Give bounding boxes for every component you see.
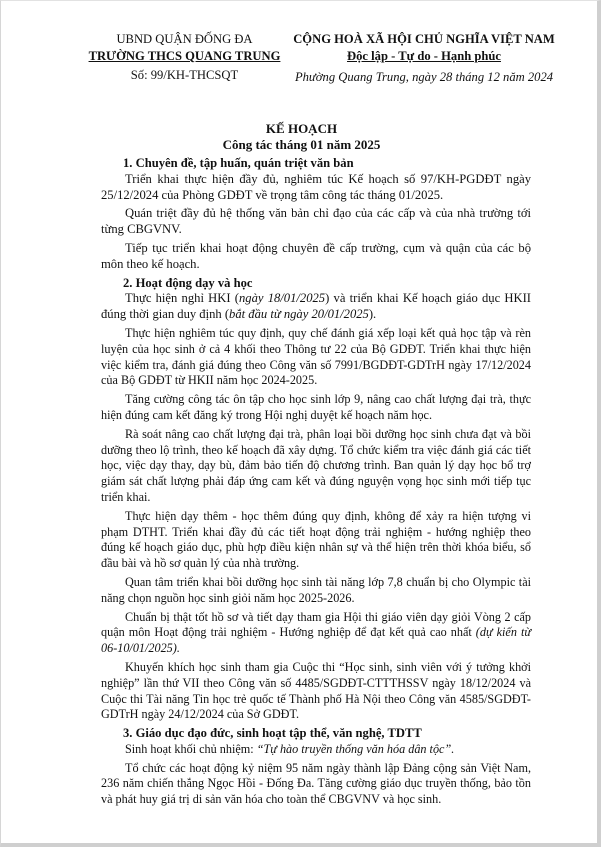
document-title <box>1 121 601 153</box>
title-sub: Công tác tháng 01 năm 2025 <box>222 137 381 152</box>
title-main: KẾ HOẠCH <box>265 121 338 136</box>
section-2-paragraph: Thực hiện dạy thêm - học thêm đúng quy định, không để xảy ra hiện tượng vi phạm DTHT. Triển khai đầy đủ các tiết hoạt động trải nghiệm - hướng nghiệp theo đúng kế hoạch giáo dục, phù hợp điều kiện nhân sự và thể hiện trên thời khóa biểu, sổ đầu bài và hồ sơ quản lý của nhà trường. <box>101 508 531 571</box>
section-2-paragraph: Rà soát nâng cao chất lượng đại trà, phân loại bồi dưỡng học sinh chưa đạt và bồi dưỡng theo lộ trình, theo kế hoạch đã xây dựng. Tổ chức kiểm tra việc đánh giá các tiết học, việc dạy thay, dạy bù, đảm bảo tiến độ chương trình. Ban quản lý dạy học bổ trợ giám sát chất lượng phải đáp ứng cam kết và đúng nguyện vọng học sinh mới tiếp tục triển khai. <box>101 426 531 504</box>
section-3-paragraph: Tổ chức các hoạt động kỷ niệm 95 năm ngày thành lập Đảng cộng sản Việt Nam, 236 năm chiến thắng Ngọc Hồi - Đống Đa. Tăng cường giáo dục truyền thống, bảo tồn và phát huy giá trị di sản văn hóa cho toàn thể CBGVNV và học sinh. <box>101 760 531 807</box>
section-2-paragraph: Thực hiện nghỉ HKI (ngày 18/01/2025) và triển khai Kế hoạch giáo dục HKII đúng thời gian duy định (bắt đầu từ ngày 20/01/2025). <box>101 291 531 322</box>
section-2-heading: 2. Hoạt động dạy và học <box>123 275 253 290</box>
section-1-paragraph: Tiếp tục triển khai hoạt động chuyên đề cấp trường, cụm và quận của các bộ môn theo kế hoạch. <box>101 240 531 271</box>
section-2-paragraph: Quan tâm triển khai bồi dưỡng học sinh tài năng lớp 7,8 chuẩn bị cho Olympic tài năng chọn nguồn học sinh giỏi năm học 2025-2026. <box>101 574 531 605</box>
document-date: Phường Quang Trung, ngày 28 tháng 12 năm 2024 <box>294 70 554 84</box>
section-3-heading: 3. Giáo dục đạo đức, sinh hoạt tập thể, văn nghệ, TDTT <box>123 726 422 741</box>
section-3-paragraph: Sinh hoạt khối chủ nhiệm: “Tự hào truyền thống văn hóa dân tộc”. <box>125 741 455 756</box>
section-2-paragraph: Khuyến khích học sinh tham gia Cuộc thi “Học sinh, sinh viên với ý tưởng khởi nghiệp” lần thứ VII theo Công văn số 4485/SGDĐT-CTTTHSSV ngày 18/12/2024 và Cuộc thi Tài năng Tin học trẻ quốc tế Thành phố Hà Nội theo Công văn 4585/SGDĐT-GDTrH ngày 24/12/2024 của Sở GDĐT. <box>101 659 531 722</box>
document-header <box>1 31 601 121</box>
school-name: TRƯỜNG THCS QUANG TRUNG <box>88 49 281 63</box>
section-1-heading: 1. Chuyên đề, tập huấn, quán triệt văn bản <box>123 156 354 170</box>
section-1-paragraph: Quán triệt đầy đủ hệ thống văn bản chỉ đạo của các cấp và của nhà trường tới từng CBGVNV. <box>101 206 531 237</box>
document-body <box>101 156 531 811</box>
agency-name: UBND QUẬN ĐỐNG ĐA <box>116 32 253 46</box>
document-number: Số: 99/KH-THCSQT <box>130 68 239 82</box>
national-title: CỘNG HOÀ XÃ HỘI CHỦ NGHĨA VIỆT NAM <box>293 32 555 46</box>
national-motto: Độc lập - Tự do - Hạnh phúc <box>347 49 501 63</box>
section-1-paragraph: Triển khai thực hiện đầy đủ, nghiêm túc Kế hoạch số 97/KH-PGDĐT ngày 25/12/2024 của Phòng GDĐT về trọng tâm công tác tháng 01/2025. <box>101 171 531 202</box>
section-2-paragraph: Chuẩn bị thật tốt hồ sơ và tiết dạy tham gia Hội thi giáo viên dạy giỏi Vòng 2 cấp quận môn Hoạt động trải nghiệm - Hướng nghiệp để đạt kết quả cao nhất (dự kiến từ 06-10/01/2025). <box>101 609 531 656</box>
section-2-paragraph: Thực hiện nghiêm túc quy định, quy chế đánh giá xếp loại kết quả học tập và rèn luyện của học sinh ở cả 4 khối theo Thông tư 22 của Bộ GDĐT. Triển khai thực hiện việc kiểm tra, đánh giá đúng theo Công văn số 7991/BGDĐT-GDTrH ngày 17/12/2024 của Bộ GDĐT từ HKII năm học 2024-2025. <box>101 325 531 388</box>
section-2-paragraph: Tăng cường công tác ôn tập cho học sinh lớp 9, nâng cao chất lượng đại trà, thực hiện đúng cam kết đăng ký trong Hội nghị duyệt kế hoạch năm học. <box>101 392 531 422</box>
